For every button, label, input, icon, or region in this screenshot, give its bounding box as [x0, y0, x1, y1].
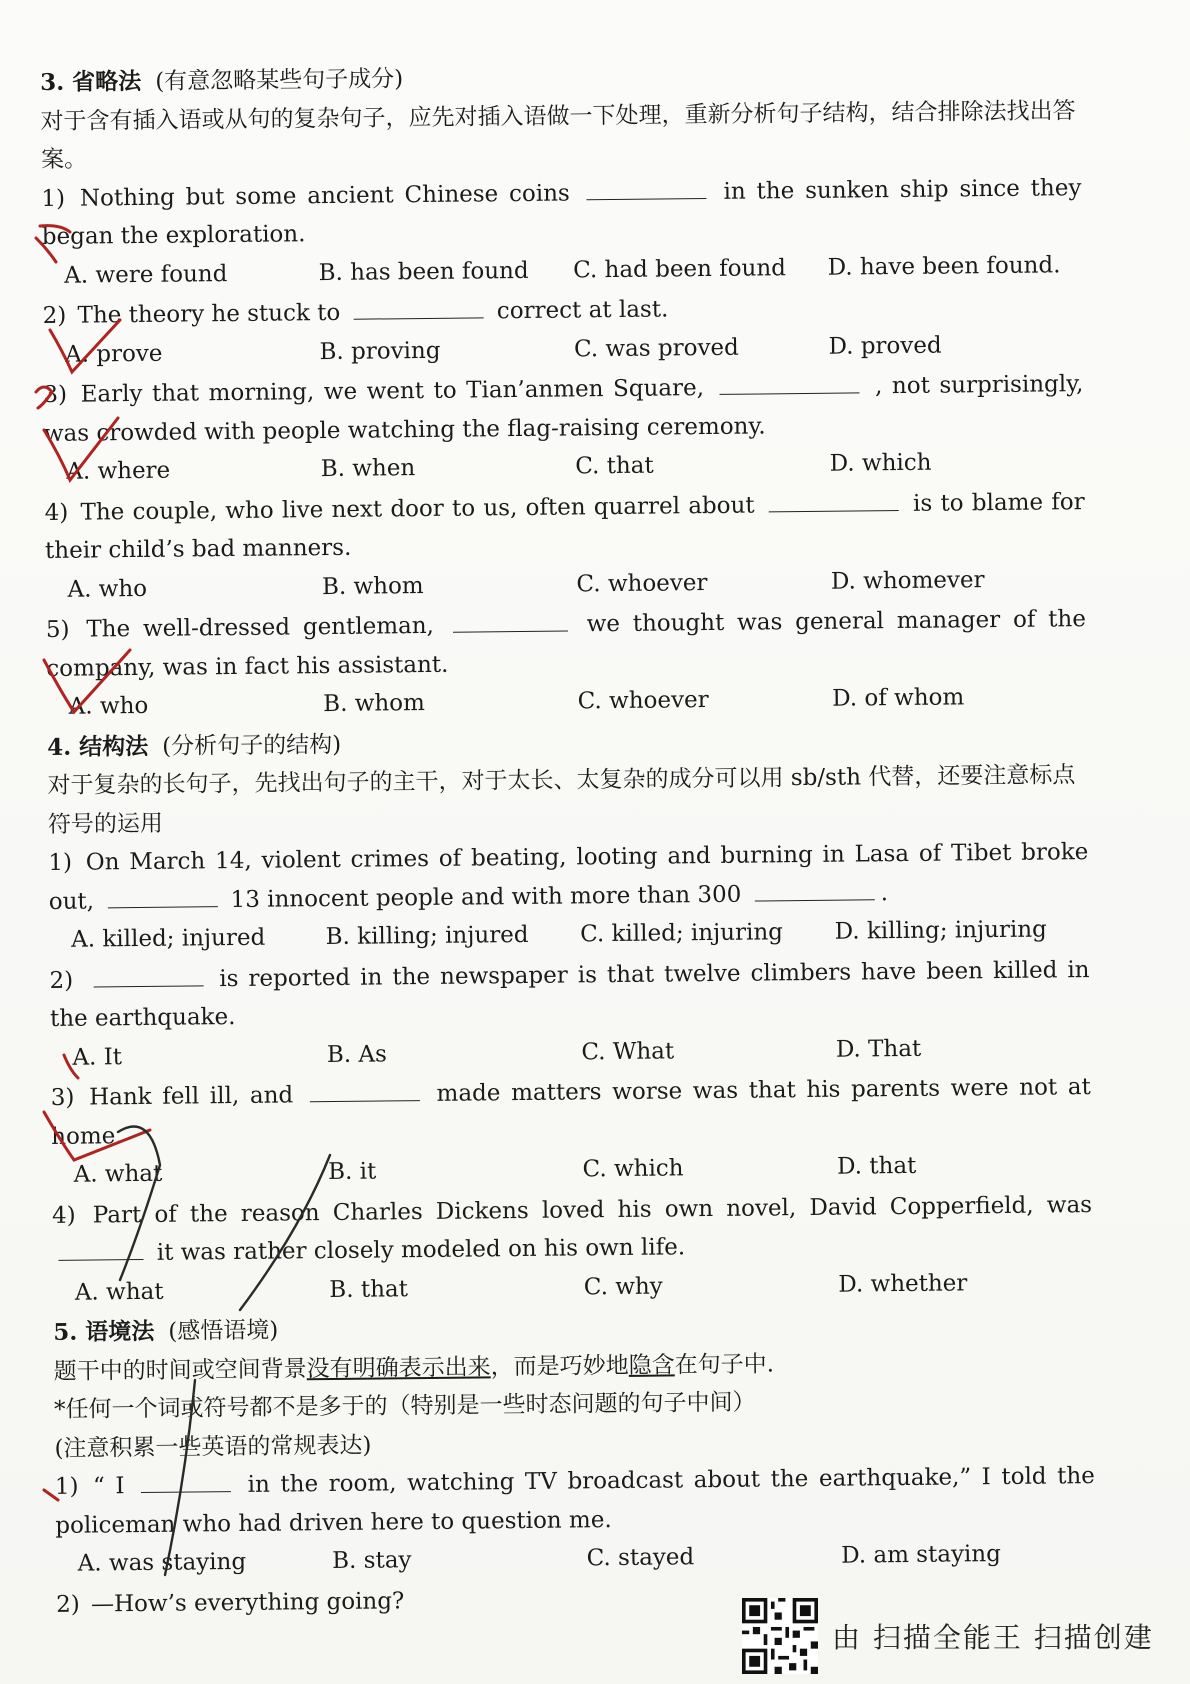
question-number: 2): [55, 1591, 80, 1618]
scanner-watermark-text: 由 扫描全能王 扫描创建: [832, 1621, 1154, 1654]
question-text: we thought was general manager of the company, was in fact his assistant.: [46, 606, 1087, 682]
option-d[interactable]: D. am staying: [841, 1541, 1002, 1569]
note-text: 题干中的时间或空间背景: [53, 1355, 307, 1385]
question-text: The well-dressed gentleman,: [86, 612, 435, 643]
section-heading: 4. 结构法: [47, 732, 149, 761]
option-d[interactable]: D. whether: [838, 1269, 968, 1298]
option-a[interactable]: A. were found: [64, 260, 228, 289]
question: [49, 951, 1090, 1039]
question-text: in the sunken ship since they began the exploration.: [41, 174, 1082, 250]
question: [48, 833, 1089, 921]
option-c[interactable]: C. killed; injuring: [580, 919, 784, 948]
question-text: 13 innocent people and with more than 300: [230, 881, 742, 913]
question-text: correct at last.: [496, 296, 669, 325]
question-text: “ I: [92, 1473, 125, 1500]
answer-blank[interactable]: [587, 176, 707, 200]
question-number: 5): [45, 616, 70, 643]
option-b[interactable]: B. whom: [321, 572, 424, 600]
section-note: *任何一个词或符号都不是多于的（特别是一些时态问题的句子中间）: [53, 1389, 756, 1423]
option-a[interactable]: A. what: [73, 1160, 163, 1188]
question-number: 2): [42, 302, 67, 329]
question-text: made matters worse was that his parents were not at home.: [51, 1074, 1091, 1150]
question-text: Part of the reason Charles Dickens loved his own novel, David Copperfield, was: [92, 1191, 1093, 1229]
option-c[interactable]: C. stayed: [586, 1544, 695, 1572]
option-c[interactable]: C. was proved: [573, 334, 739, 362]
question-text: On March 14, violent crimes of beating, looting and burning in Lasa of Tibet broke out,: [48, 839, 1089, 915]
question: [55, 1457, 1096, 1545]
answer-blank[interactable]: [107, 884, 217, 908]
option-c[interactable]: C. which: [582, 1155, 684, 1183]
option-a[interactable]: A. was staying: [77, 1548, 247, 1577]
option-a[interactable]: A. who: [67, 575, 148, 603]
option-c[interactable]: C. whoever: [576, 569, 708, 597]
option-c[interactable]: C. why: [583, 1273, 663, 1300]
question-number: 4): [44, 499, 69, 526]
section-subtitle: (分析句子的结构): [162, 731, 342, 760]
question-number: 3): [43, 381, 68, 408]
option-c[interactable]: C. had been found: [573, 254, 787, 283]
option-a[interactable]: A. prove: [64, 340, 163, 368]
option-d[interactable]: D. whomever: [830, 566, 985, 595]
section-heading: 5. 语境法: [53, 1317, 155, 1346]
question: [43, 365, 1084, 453]
option-b[interactable]: B. killing; injured: [325, 921, 529, 951]
question-number: 1): [48, 849, 73, 876]
answer-blank[interactable]: [141, 1469, 231, 1493]
option-d[interactable]: D. of whom: [832, 684, 965, 712]
question: [44, 483, 1085, 571]
question-number: 1): [54, 1473, 79, 1500]
option-a[interactable]: A. killed; injured: [71, 924, 266, 953]
question-text: Nothing but some ancient Chinese coins: [79, 179, 570, 212]
qr-code-icon: [742, 1598, 818, 1674]
question: [52, 1186, 1093, 1274]
option-c[interactable]: C. What: [581, 1037, 675, 1065]
answer-blank[interactable]: [353, 295, 483, 319]
answer-blank[interactable]: [719, 370, 859, 394]
option-d[interactable]: D. that: [836, 1152, 917, 1180]
answer-blank[interactable]: [453, 609, 568, 633]
section-subtitle: (感悟语境): [168, 1317, 279, 1345]
option-d[interactable]: D. killing; injuring: [834, 916, 1047, 945]
answer-blank[interactable]: [755, 877, 875, 901]
option-a[interactable]: A. It: [72, 1043, 123, 1071]
note-text: 在句子中.: [674, 1350, 775, 1378]
question-text: Hank fell ill, and: [89, 1082, 294, 1111]
option-d[interactable]: D. have been found.: [827, 251, 1061, 281]
option-c[interactable]: C. whoever: [577, 687, 709, 715]
option-b[interactable]: B. that: [329, 1275, 409, 1303]
page-content: [40, 53, 1096, 1624]
option-b[interactable]: B. proving: [319, 337, 441, 365]
option-a[interactable]: A. who: [68, 692, 149, 720]
question-text: is to blame for their child’s bad manners.: [44, 488, 1085, 564]
question-text: .: [880, 879, 889, 906]
question-text: it was rather closely modeled on his own life.: [156, 1234, 686, 1266]
option-b[interactable]: B. whom: [323, 690, 426, 718]
option-b[interactable]: B. stay: [332, 1547, 412, 1575]
question-text: , not surprisingly, was crowded with people watching the flag-raising ceremony.: [43, 371, 1084, 447]
question: [51, 1068, 1092, 1156]
answer-blank[interactable]: [310, 1078, 420, 1102]
section-note: (注意积累一些英语的常规表达): [54, 1432, 372, 1462]
question: [46, 600, 1087, 688]
question-text: is reported in the newspaper is that twelve climbers have been killed in the earthquake.: [49, 956, 1090, 1032]
section-subtitle: (有意忽略某些句子成分): [155, 66, 404, 95]
option-b[interactable]: B. when: [320, 455, 416, 483]
option-a[interactable]: A. where: [66, 457, 171, 485]
question-number: 4): [51, 1202, 76, 1229]
underlined-text: 隐含: [628, 1351, 675, 1379]
question-number: 3): [50, 1084, 75, 1111]
answer-blank[interactable]: [93, 963, 203, 987]
option-b[interactable]: B. has been found: [318, 257, 529, 286]
option-b[interactable]: B. it: [327, 1158, 377, 1186]
question-text: —How’s everything going?: [90, 1587, 405, 1618]
question-text: in the room, watching TV broadcast about the earthquake,” I told the policeman who had driven here to question me.: [55, 1463, 1095, 1539]
question-text: The couple, who live next door to us, often quarrel about: [80, 492, 755, 526]
underlined-text: 没有明确表示出来: [306, 1353, 491, 1382]
section-note: 对于复杂的长句子，先找出句子的主干，对于太长、太复杂的成分可以用 sb/sth 代替，还要注意标点符号的运用: [47, 762, 1076, 838]
note-text: ，而是巧妙地: [490, 1352, 629, 1380]
option-b[interactable]: B. As: [326, 1040, 387, 1068]
option-d[interactable]: D. proved: [828, 332, 942, 360]
question-number: 1): [41, 185, 66, 212]
section-heading: 3. 省略法: [40, 67, 142, 96]
option-d[interactable]: D. which: [829, 449, 932, 477]
question-number: 2): [49, 967, 74, 994]
option-a[interactable]: A. what: [74, 1278, 164, 1306]
answer-blank[interactable]: [769, 488, 899, 512]
option-c[interactable]: C. that: [575, 452, 654, 480]
section-note: 对于含有插入语或从句的复杂句子，应先对插入语做一下处理，重新分析句子结构，结合排除法找出答案。: [40, 97, 1076, 173]
question-text: Early that morning, we went to Tian’anmen Square,: [80, 375, 705, 408]
question: [41, 169, 1082, 257]
answer-blank[interactable]: [58, 1237, 143, 1261]
scanner-footer: [742, 1598, 1172, 1674]
question-text: The theory he stuck to: [77, 299, 341, 329]
option-d[interactable]: D. That: [835, 1035, 922, 1063]
